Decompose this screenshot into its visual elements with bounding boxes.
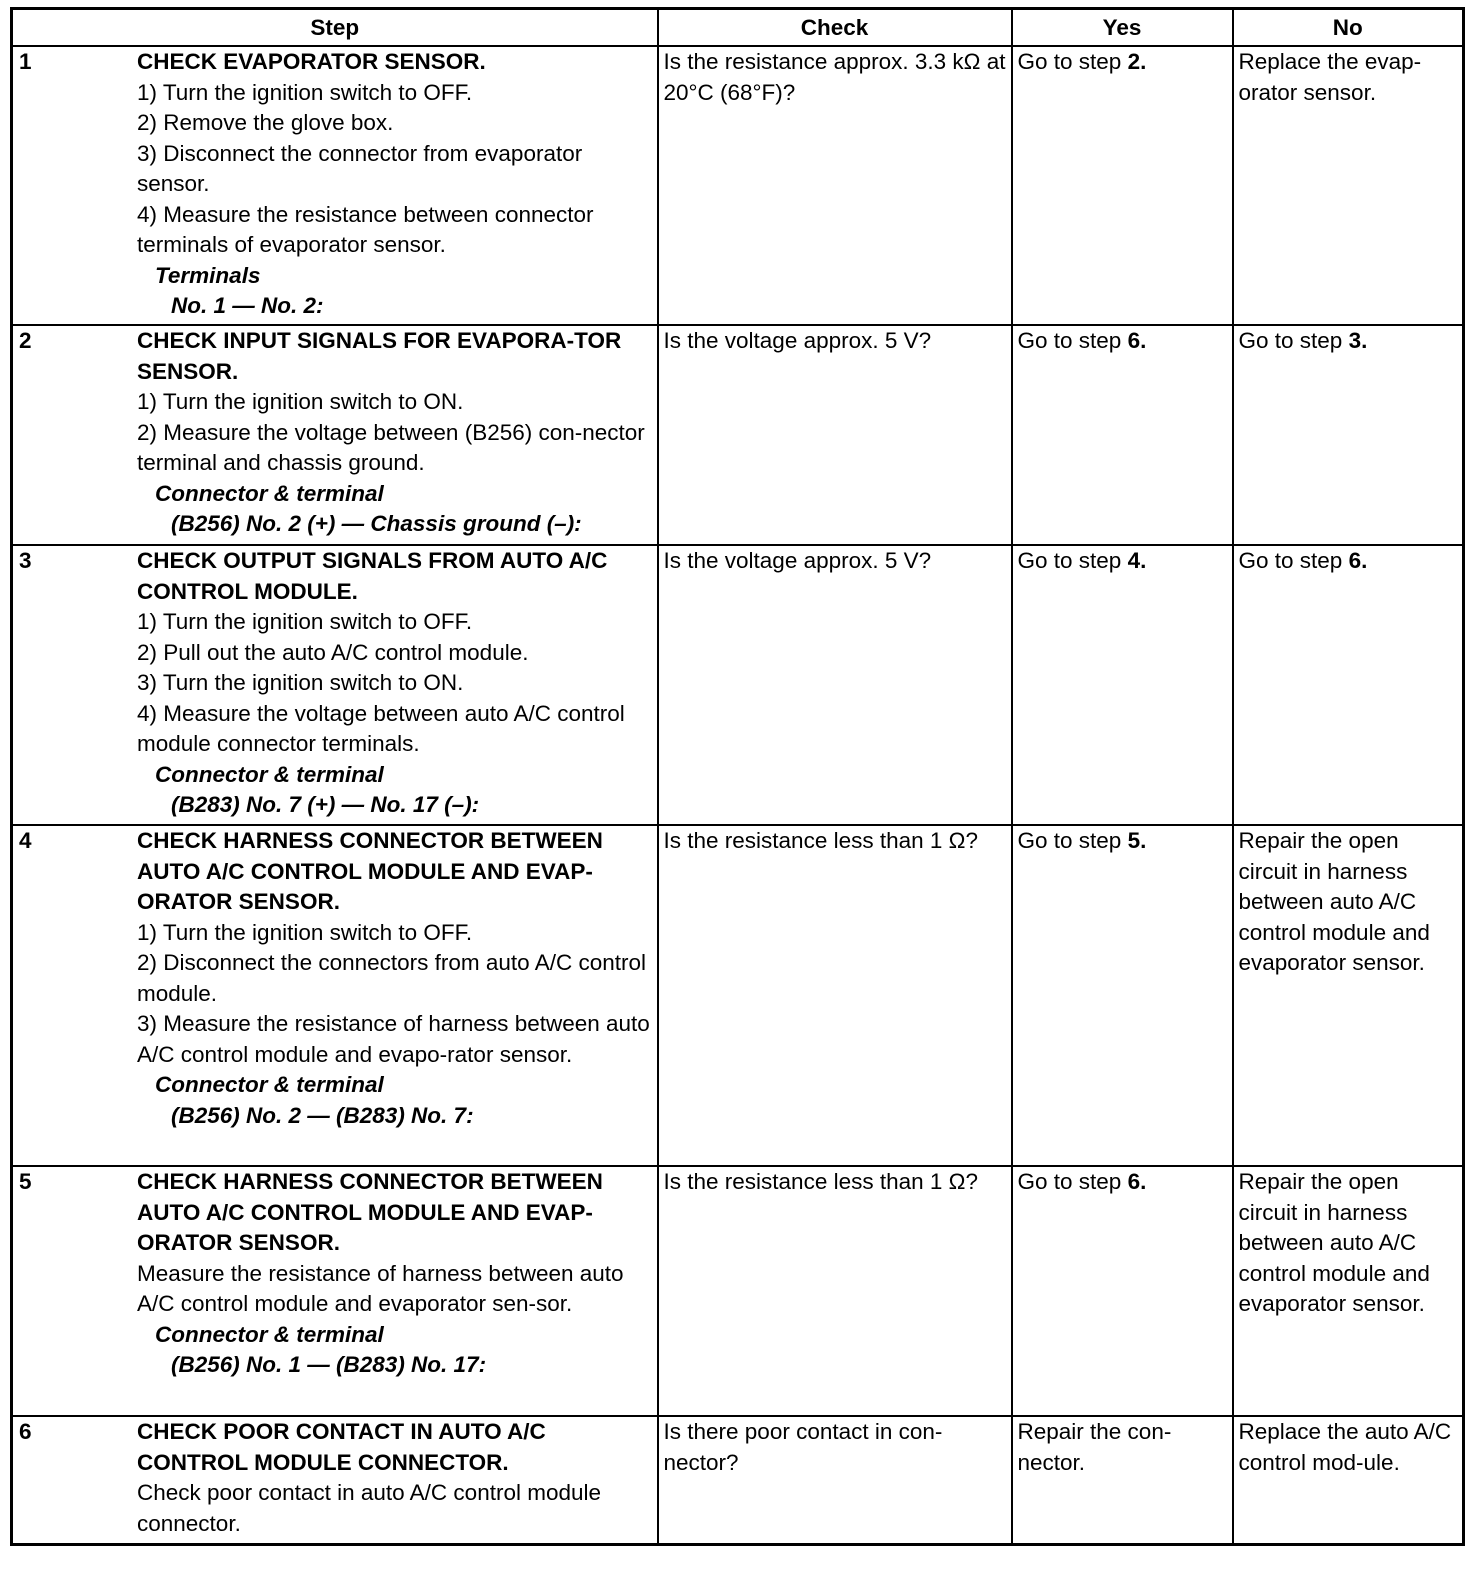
header-row (12, 9, 1464, 47)
header-check: Check (658, 9, 1012, 47)
step-title: CHECK EVAPORATOR SENSOR. (137, 49, 486, 74)
yes-prefix: Go to step (1017, 49, 1128, 74)
no-cell: Replace the auto A/C control mod-ule. (1233, 1416, 1464, 1544)
check-cell: Is the resistance less than 1 Ω? (658, 1166, 1012, 1416)
table-row (12, 825, 1464, 1166)
yes-step-ref: 6 (1127, 1169, 1141, 1194)
instruction: 4) Measure the voltage between auto A/C control module connector terminals. (137, 700, 625, 756)
terminal-label: Connector & terminal (155, 1321, 384, 1347)
yes-step-ref: 4 (1127, 548, 1141, 573)
step-number: 5 (19, 1169, 32, 1194)
no-prefix: Go to step (1238, 328, 1349, 353)
instruction: 3) Turn the ignition switch to ON. (137, 670, 464, 695)
no-cell: Repair the open circuit in harness between auto A/C control module and evaporator sensor. (1233, 825, 1464, 1166)
no-cell (1233, 325, 1464, 545)
step-cell (12, 1416, 658, 1544)
terminal-label: Terminals (155, 262, 261, 288)
step-number: 1 (19, 49, 32, 74)
no-suffix: . (1361, 328, 1368, 353)
instruction: 4) Measure the resistance between connector terminals of evaporator sensor. (137, 201, 594, 257)
instruction: 1) Turn the ignition switch to OFF. (137, 79, 473, 105)
step-cell (12, 545, 658, 825)
instruction: 2) Remove the glove box. (137, 110, 394, 135)
terminal-value: (B256) No. 1 — (B283) No. 17: (171, 1352, 487, 1377)
yes-cell (1012, 545, 1233, 825)
step-title: CHECK OUTPUT SIGNALS FROM AUTO A/C CONTROL MODULE. (137, 548, 608, 604)
header-step: Step (12, 9, 658, 47)
step-cell (12, 1166, 658, 1416)
step-title: CHECK INPUT SIGNALS FOR EVAPORA-TOR SENSOR. (137, 328, 622, 384)
table-row (12, 325, 1464, 545)
no-suffix: . (1361, 548, 1368, 573)
check-cell: Is the voltage approx. 5 V? (658, 545, 1012, 825)
yes-cell (1012, 325, 1233, 545)
yes-cell (1012, 825, 1233, 1166)
step-cell (12, 325, 658, 545)
no-cell (1233, 545, 1464, 825)
no-cell: Replace the evap-orator sensor. (1233, 46, 1464, 325)
instruction: 1) Turn the ignition switch to OFF. (137, 919, 473, 945)
yes-suffix: . (1140, 1169, 1147, 1194)
yes-prefix: Go to step (1017, 328, 1128, 353)
yes-suffix: . (1140, 49, 1147, 74)
yes-prefix: Go to step (1017, 548, 1128, 573)
step-cell (12, 46, 658, 325)
terminal-label: Connector & terminal (155, 1072, 384, 1097)
check-cell: Is there poor contact in con-nector? (658, 1416, 1012, 1544)
yes-cell (1012, 46, 1233, 325)
no-prefix: Go to step (1238, 548, 1349, 573)
step-number: 6 (19, 1419, 32, 1444)
instruction: Check poor contact in auto A/C control module connector. (137, 1480, 602, 1536)
step-title: CHECK HARNESS CONNECTOR BETWEEN AUTO A/C CONTROL MODULE AND EVAP-ORATOR SENSOR. (137, 828, 603, 914)
terminal-value: (B256) No. 2 — (B283) No. 7: (171, 1102, 474, 1128)
diagnostic-table (10, 7, 1465, 1546)
yes-suffix: . (1140, 328, 1147, 353)
instruction: 2) Pull out the auto A/C control module. (137, 639, 529, 665)
instruction: 2) Measure the voltage between (B256) con-nector terminal and chassis ground. (137, 419, 645, 475)
yes-cell (1012, 1166, 1233, 1416)
yes-suffix: . (1140, 548, 1147, 573)
no-cell: Repair the open circuit in harness between auto A/C control module and evaporator sensor. (1233, 1166, 1464, 1416)
yes-step-ref: 5 (1127, 828, 1141, 853)
check-cell: Is the resistance less than 1 Ω? (658, 825, 1012, 1166)
no-step-ref: 6 (1348, 548, 1362, 573)
terminal-value: (B283) No. 7 (+) — No. 17 (–): (171, 792, 480, 817)
yes-prefix: Go to step (1017, 1169, 1128, 1194)
instruction: 1) Turn the ignition switch to ON. (137, 389, 464, 414)
header-yes: Yes (1012, 9, 1233, 47)
terminal-label: Connector & terminal (155, 761, 384, 787)
yes-suffix: . (1140, 828, 1147, 853)
table-row (12, 1416, 1464, 1544)
step-number: 2 (19, 328, 32, 353)
terminal-value: No. 1 — No. 2: (171, 293, 324, 318)
instruction: 1) Turn the ignition switch to OFF. (137, 609, 473, 634)
table-row (12, 1166, 1464, 1416)
yes-step-ref: 6 (1127, 328, 1141, 353)
instruction: Measure the resistance of harness between auto A/C control module and evaporator sen-sor. (137, 1260, 624, 1316)
step-cell (12, 825, 658, 1166)
header-no: No (1233, 9, 1464, 47)
terminal-value: (B256) No. 2 (+) — Chassis ground (–): (171, 511, 582, 536)
check-cell: Is the voltage approx. 5 V? (658, 325, 1012, 545)
instruction: 3) Disconnect the connector from evaporator sensor. (137, 140, 583, 196)
instruction: 2) Disconnect the connectors from auto A/C control module. (137, 950, 646, 1006)
table-row (12, 545, 1464, 825)
terminal-label: Connector & terminal (155, 480, 384, 506)
yes-cell: Repair the con-nector. (1012, 1416, 1233, 1544)
check-cell: Is the resistance approx. 3.3 kΩ at 20°C (68°F)? (658, 46, 1012, 325)
no-step-ref: 3 (1348, 328, 1362, 353)
yes-step-ref: 2 (1127, 49, 1141, 74)
yes-prefix: Go to step (1017, 828, 1128, 853)
step-title: CHECK HARNESS CONNECTOR BETWEEN AUTO A/C CONTROL MODULE AND EVAP-ORATOR SENSOR. (137, 1169, 603, 1255)
step-title: CHECK POOR CONTACT IN AUTO A/C CONTROL MODULE CONNECTOR. (137, 1419, 546, 1475)
step-number: 3 (19, 548, 32, 573)
step-number: 4 (19, 828, 32, 853)
instruction: 3) Measure the resistance of harness between auto A/C control module and evapo-rator sensor. (137, 1011, 650, 1067)
table-row (12, 46, 1464, 325)
